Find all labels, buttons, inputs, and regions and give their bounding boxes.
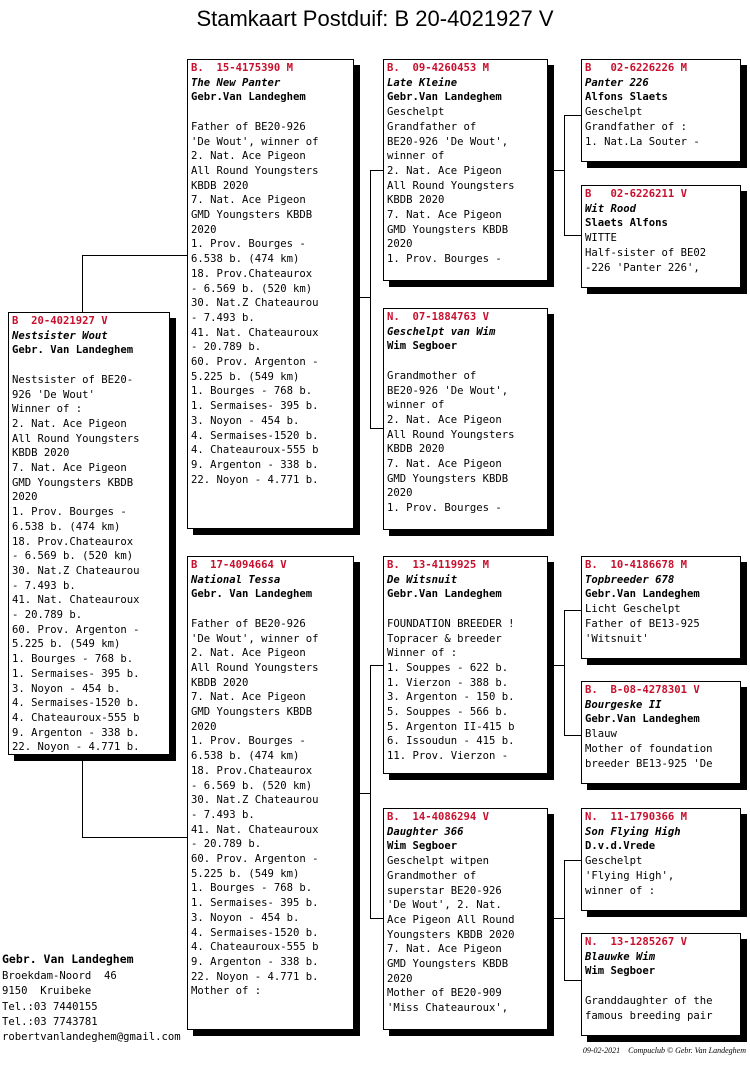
ring-number: B. 14-4086294 V bbox=[387, 811, 490, 823]
pedigree-line: 30. Nat.Z Chateaurou bbox=[12, 564, 140, 577]
pedigree-line: Grandmother of bbox=[387, 869, 477, 882]
pedigree-line: Ace Pigeon All Round bbox=[387, 913, 515, 926]
breeder-info bbox=[2, 950, 181, 1045]
ring-number: B 20-4021927 V bbox=[12, 315, 108, 327]
pedigree-line: GMD Youngsters KBDB bbox=[12, 476, 134, 489]
pedigree-line: Geschelpt bbox=[585, 855, 643, 868]
pigeon-owner: Slaets Alfons bbox=[585, 217, 668, 230]
pedigree-line: 7. Nat. Ace Pigeon bbox=[191, 194, 306, 207]
pedigree-line: Nestsister of BE20- bbox=[12, 373, 134, 386]
page-title: Stamkaart Postduif: B 20-4021927 V bbox=[196, 6, 554, 31]
connector-line bbox=[564, 980, 581, 981]
breeder-city: 9150 Kruibeke bbox=[2, 985, 92, 998]
pigeon-name: Blauwke Wim bbox=[585, 950, 656, 963]
pigeon-card-mother bbox=[187, 556, 354, 1030]
pedigree-line: 'De Wout', winner of bbox=[191, 632, 319, 645]
pedigree-line: - 7.493 b. bbox=[12, 579, 76, 592]
pigeon-card-maternal-grandfather bbox=[383, 556, 548, 774]
pedigree-line: 7. Nat. Ace Pigeon bbox=[387, 943, 502, 956]
breeder-phone: Tel.:03 7743781 bbox=[2, 1015, 98, 1028]
pedigree-line bbox=[191, 602, 350, 617]
ring-number: N. 11-1790366 M bbox=[585, 811, 688, 823]
pedigree-line bbox=[585, 979, 737, 994]
connector-line bbox=[548, 665, 564, 666]
pigeon-card-ff-mother bbox=[581, 185, 741, 288]
pedigree-line: famous breeding pair bbox=[585, 1009, 713, 1022]
pigeon-name: De Witsnuit bbox=[387, 573, 458, 586]
pedigree-line: Father of BE20-926 bbox=[191, 617, 306, 630]
pedigree-line: 1. Sermaises- 395 b. bbox=[12, 667, 140, 680]
pigeon-card-mm-father bbox=[581, 808, 741, 911]
pedigree-line: 18. Prov.Chateaurox bbox=[12, 535, 134, 548]
pedigree-line: breeder BE13-925 'De bbox=[585, 757, 713, 770]
pedigree-line: BE20-926 'De Wout', bbox=[387, 135, 509, 148]
ring-number: B. B-08-4278301 V bbox=[585, 684, 700, 696]
pedigree-line: GMD Youngsters KBDB bbox=[387, 958, 509, 971]
pedigree-line: 22. Noyon - 4.771 b. bbox=[191, 970, 319, 983]
pedigree-line: Father of BE13-925 bbox=[585, 617, 700, 630]
pedigree-line: KBDB 2020 bbox=[191, 676, 249, 689]
ring-number: B. 13-4119925 M bbox=[387, 559, 490, 571]
pedigree-line: GMD Youngsters KBDB bbox=[387, 223, 509, 236]
ring-number: B. 10-4186678 M bbox=[585, 559, 688, 571]
pedigree-line: All Round Youngsters bbox=[191, 661, 319, 674]
ring-number: B 17-4094664 V bbox=[191, 559, 287, 571]
pigeon-owner: Alfons Slaets bbox=[585, 91, 668, 104]
pedigree-line: 1. Bourges - 768 b. bbox=[191, 385, 313, 398]
pedigree-line: 'Flying High', bbox=[585, 869, 675, 882]
pedigree-line: 2020 bbox=[191, 720, 217, 733]
pigeon-owner: Wim Segboer bbox=[387, 840, 458, 853]
pedigree-line: 9. Argenton - 338 b. bbox=[191, 458, 319, 471]
pigeon-name: Nestsister Wout bbox=[12, 329, 108, 342]
pedigree-line: KBDB 2020 bbox=[387, 194, 445, 207]
pedigree-line: 5.225 b. (549 km) bbox=[12, 638, 121, 651]
pedigree-line: 7. Nat. Ace Pigeon bbox=[387, 458, 502, 471]
pedigree-line: 1. Prov. Bourges - bbox=[387, 502, 502, 515]
pedigree-line: winner of bbox=[387, 150, 445, 163]
pedigree-line: 3. Noyon - 454 b. bbox=[191, 414, 300, 427]
pigeon-owner: Gebr.Van Landeghem bbox=[191, 91, 306, 104]
pedigree-line: 7. Nat. Ace Pigeon bbox=[387, 209, 502, 222]
pedigree-line: 60. Prov. Argenton - bbox=[191, 853, 319, 866]
pedigree-line: 3. Noyon - 454 b. bbox=[191, 911, 300, 924]
pedigree-line: - 20.789 b. bbox=[191, 341, 262, 354]
pigeon-name: Wit Rood bbox=[585, 202, 637, 215]
pedigree-line: - 6.569 b. (520 km) bbox=[191, 779, 313, 792]
pedigree-line: 6.538 b. (474 km) bbox=[191, 750, 300, 763]
pedigree-line: 1. Souppes - 622 b. bbox=[387, 661, 509, 674]
connector-line bbox=[548, 170, 564, 171]
pedigree-line: 60. Prov. Argenton - bbox=[12, 623, 140, 636]
connector-line bbox=[82, 755, 83, 837]
pedigree-line: 6.538 b. (474 km) bbox=[191, 253, 300, 266]
pigeon-name: National Tessa bbox=[191, 573, 281, 586]
pigeon-card-paternal-grandfather bbox=[383, 59, 548, 281]
pedigree-line: Winner of : bbox=[387, 647, 458, 660]
pedigree-line: 2020 bbox=[387, 487, 413, 500]
pedigree-line: 2020 bbox=[387, 972, 413, 985]
ring-number: B. 09-4260453 M bbox=[387, 62, 490, 74]
pedigree-line: 1. Vierzon - 388 b. bbox=[387, 676, 509, 689]
pedigree-line: Mother of BE20-909 bbox=[387, 987, 502, 1000]
connector-line bbox=[564, 610, 565, 735]
pedigree-line: GMD Youngsters KBDB bbox=[191, 706, 313, 719]
pigeon-owner: Gebr.Van Landeghem bbox=[585, 588, 700, 601]
connector-line bbox=[354, 793, 370, 794]
pedigree-line: WITTE bbox=[585, 232, 617, 245]
pigeon-owner: Wim Segboer bbox=[585, 965, 656, 978]
connector-line bbox=[564, 115, 565, 235]
connector-line bbox=[564, 860, 581, 861]
pedigree-line: 6.538 b. (474 km) bbox=[12, 520, 121, 533]
connector-line bbox=[564, 610, 581, 611]
pedigree-line: - 6.569 b. (520 km) bbox=[191, 282, 313, 295]
pedigree-line: 5. Argenton II-415 b bbox=[387, 720, 515, 733]
pedigree-line: 3. Argenton - 150 b. bbox=[387, 691, 515, 704]
pedigree-line: Granddaughter of the bbox=[585, 994, 713, 1007]
pedigree-line: 1. Sermaises- 395 b. bbox=[191, 897, 319, 910]
pedigree-line: - 6.569 b. (520 km) bbox=[12, 550, 134, 563]
pedigree-line: 1. Prov. Bourges - bbox=[387, 253, 502, 266]
pedigree-line: - 7.493 b. bbox=[191, 808, 255, 821]
pedigree-line: - 20.789 b. bbox=[191, 838, 262, 851]
pedigree-line: 1. Prov. Bourges - bbox=[12, 506, 127, 519]
pigeon-owner: D.v.d.Vrede bbox=[585, 840, 656, 853]
pedigree-line: FOUNDATION BREEDER ! bbox=[387, 617, 515, 630]
pedigree-line: 2020 bbox=[387, 238, 413, 251]
connector-line bbox=[370, 665, 371, 918]
pedigree-line: 4. Sermaises-1520 b. bbox=[191, 429, 319, 442]
pigeon-name: Topbreeder 678 bbox=[585, 573, 675, 586]
pigeon-card-paternal-grandmother bbox=[383, 308, 548, 530]
pedigree-line: superstar BE20-926 bbox=[387, 884, 502, 897]
pedigree-line: Geschelpt witpen bbox=[387, 855, 490, 868]
connector-line bbox=[548, 918, 564, 919]
pedigree-line: 18. Prov.Chateaurox bbox=[191, 764, 313, 777]
pedigree-line: 2020 bbox=[12, 491, 38, 504]
pedigree-line: Winner of : bbox=[12, 403, 83, 416]
pedigree-line: Geschelpt bbox=[387, 106, 445, 119]
pedigree-line: All Round Youngsters bbox=[387, 179, 515, 192]
pigeon-card-mf-father bbox=[581, 556, 741, 659]
pedigree-line: All Round Youngsters bbox=[387, 428, 515, 441]
pigeon-name: Son Flying High bbox=[585, 825, 681, 838]
pedigree-line: 9. Argenton - 338 b. bbox=[191, 955, 319, 968]
pedigree-line: Grandfather of : bbox=[585, 120, 688, 133]
pedigree-line: All Round Youngsters bbox=[191, 164, 319, 177]
pigeon-owner: Gebr.Van Landeghem bbox=[585, 713, 700, 726]
pedigree-line: - 7.493 b. bbox=[191, 311, 255, 324]
pedigree-line: 5. Souppes - 566 b. bbox=[387, 706, 509, 719]
pedigree-line: 2. Nat. Ace Pigeon bbox=[191, 150, 306, 163]
pedigree-line: 926 'De Wout' bbox=[12, 388, 95, 401]
pedigree-line: Half-sister of BE02 bbox=[585, 246, 707, 259]
pigeon-name: Geschelpt van Wim bbox=[387, 325, 496, 338]
pigeon-card-mf-mother bbox=[581, 681, 741, 784]
pedigree-line: Mother of foundation bbox=[585, 742, 713, 755]
pedigree-line: KBDB 2020 bbox=[12, 447, 70, 460]
pigeon-name: The New Panter bbox=[191, 76, 281, 89]
pedigree-line: 4. Chateauroux-555 b bbox=[191, 941, 319, 954]
pedigree-line: winner of : bbox=[585, 884, 656, 897]
pedigree-line: Grandfather of bbox=[387, 120, 477, 133]
pedigree-line: 'De Wout', 2. Nat. bbox=[387, 899, 502, 912]
pedigree-line: 1. Bourges - 768 b. bbox=[12, 653, 134, 666]
pigeon-owner: Gebr.Van Landeghem bbox=[387, 588, 502, 601]
pigeon-name: Daughter 366 bbox=[387, 825, 464, 838]
connector-line bbox=[354, 297, 370, 298]
pedigree-line: KBDB 2020 bbox=[387, 443, 445, 456]
pedigree-line: 7. Nat. Ace Pigeon bbox=[12, 462, 127, 475]
pigeon-card-father bbox=[187, 59, 354, 529]
connector-line bbox=[370, 918, 383, 919]
pedigree-line: 1. Bourges - 768 b. bbox=[191, 882, 313, 895]
connector-line bbox=[564, 860, 565, 980]
pedigree-line: KBDB 2020 bbox=[191, 179, 249, 192]
pedigree-line: Blauw bbox=[585, 728, 617, 741]
breeder-name: Gebr. Van Landeghem bbox=[2, 952, 134, 966]
pigeon-owner: Wim Segboer bbox=[387, 340, 458, 353]
pedigree-line: 4. Chateauroux-555 b bbox=[191, 444, 319, 457]
pedigree-line: - 20.789 b. bbox=[12, 609, 83, 622]
pedigree-line: 'Witsnuit' bbox=[585, 632, 649, 645]
breeder-phone: Tel.:03 7440155 bbox=[2, 1000, 98, 1013]
pedigree-line: 5.225 b. (549 km) bbox=[191, 370, 300, 383]
ring-number: B. 15-4175390 M bbox=[191, 62, 294, 74]
pedigree-line: 41. Nat. Chateauroux bbox=[12, 594, 140, 607]
connector-line bbox=[82, 837, 187, 838]
pedigree-line bbox=[387, 354, 544, 369]
pedigree-line: 2. Nat. Ace Pigeon bbox=[387, 413, 502, 426]
pedigree-line: Mother of : bbox=[191, 985, 262, 998]
ring-number: N. 07-1884763 V bbox=[387, 311, 490, 323]
pigeon-owner: Gebr.Van Landeghem bbox=[387, 91, 502, 104]
pigeon-name: Panter 226 bbox=[585, 76, 649, 89]
pigeon-card-ff-father bbox=[581, 59, 741, 162]
connector-line bbox=[370, 428, 383, 429]
pedigree-line: 60. Prov. Argenton - bbox=[191, 356, 319, 369]
ring-number: B 02-6226211 V bbox=[585, 188, 688, 200]
pedigree-line: 41. Nat. Chateauroux bbox=[191, 326, 319, 339]
pedigree-line: 4. Sermaises-1520 b. bbox=[191, 926, 319, 939]
pedigree-line: 11. Prov. Vierzon - bbox=[387, 750, 509, 763]
pigeon-owner: Gebr. Van Landeghem bbox=[191, 588, 313, 601]
connector-line bbox=[564, 235, 581, 236]
pedigree-line: 6. Issoudun - 415 b. bbox=[387, 735, 515, 748]
pedigree-line: 'Miss Chateauroux', bbox=[387, 1002, 509, 1015]
pigeon-card-mm-mother bbox=[581, 933, 741, 1036]
pedigree-line: Father of BE20-926 bbox=[191, 120, 306, 133]
pedigree-line: 4. Sermaises-1520 b. bbox=[12, 697, 140, 710]
pedigree-line: 5.225 b. (549 km) bbox=[191, 867, 300, 880]
pedigree-line: 1. Prov. Bourges - bbox=[191, 238, 306, 251]
footer-copyright: 09-02-2021 Compuclub © Gebr. Van Landeghem bbox=[582, 1046, 746, 1055]
pedigree-line: 22. Noyon - 4.771 b. bbox=[191, 473, 319, 486]
pedigree-line bbox=[191, 105, 350, 120]
pedigree-line: BE20-926 'De Wout', bbox=[387, 384, 509, 397]
pedigree-line: Licht Geschelpt bbox=[585, 603, 681, 616]
pedigree-line: GMD Youngsters KBDB bbox=[191, 209, 313, 222]
connector-line bbox=[82, 255, 83, 312]
pedigree-line: Topracer & breeder bbox=[387, 632, 502, 645]
pigeon-card-subject bbox=[8, 312, 170, 755]
pedigree-line: 3. Noyon - 454 b. bbox=[12, 682, 121, 695]
pedigree-line: -226 'Panter 226', bbox=[585, 261, 700, 274]
pedigree-line: 1. Nat.La Souter - bbox=[585, 135, 700, 148]
pedigree-line: GMD Youngsters KBDB bbox=[387, 472, 509, 485]
pigeon-owner: Gebr. Van Landeghem bbox=[12, 344, 134, 357]
pedigree-line: 30. Nat.Z Chateaurou bbox=[191, 297, 319, 310]
pedigree-line: 2. Nat. Ace Pigeon bbox=[191, 647, 306, 660]
pedigree-line: 41. Nat. Chateauroux bbox=[191, 823, 319, 836]
pedigree-line: 18. Prov.Chateaurox bbox=[191, 267, 313, 280]
pigeon-name: Bourgeske II bbox=[585, 698, 662, 711]
pedigree-line: Grandmother of bbox=[387, 369, 477, 382]
breeder-address: Broekdam-Noord 46 bbox=[2, 970, 117, 982]
pedigree-line: 1. Prov. Bourges - bbox=[191, 735, 306, 748]
pedigree-line: 2. Nat. Ace Pigeon bbox=[12, 417, 127, 430]
pedigree-line: All Round Youngsters bbox=[12, 432, 140, 445]
pedigree-line: Youngsters KBDB 2020 bbox=[387, 928, 515, 941]
pedigree-line: 2020 bbox=[191, 223, 217, 236]
ring-number: N. 13-1285267 V bbox=[585, 936, 688, 948]
pedigree-line: winner of bbox=[387, 399, 445, 412]
pedigree-line: 1. Sermaises- 395 b. bbox=[191, 400, 319, 413]
pedigree-line: 4. Chateauroux-555 b bbox=[12, 711, 140, 724]
pedigree-line: 2. Nat. Ace Pigeon bbox=[387, 164, 502, 177]
pedigree-line: 30. Nat.Z Chateaurou bbox=[191, 794, 319, 807]
pedigree-line: 7. Nat. Ace Pigeon bbox=[191, 691, 306, 704]
connector-line bbox=[82, 255, 187, 256]
connector-line bbox=[564, 735, 581, 736]
connector-line bbox=[564, 115, 581, 116]
pigeon-card-maternal-grandmother bbox=[383, 808, 548, 1030]
connector-line bbox=[370, 170, 383, 171]
breeder-email: robertvanlandeghem@gmail.com bbox=[2, 1031, 181, 1044]
pigeon-name: Late Kleine bbox=[387, 76, 458, 89]
connector-line bbox=[370, 170, 371, 428]
pedigree-line: 9. Argenton - 338 b. bbox=[12, 726, 140, 739]
pedigree-line bbox=[387, 602, 544, 617]
pedigree-line: 'De Wout', winner of bbox=[191, 135, 319, 148]
pedigree-line: Geschelpt bbox=[585, 106, 643, 119]
connector-line bbox=[370, 665, 383, 666]
pedigree-line: 22. Noyon - 4.771 b. bbox=[12, 741, 140, 754]
ring-number: B 02-6226226 M bbox=[585, 62, 688, 74]
pedigree-line bbox=[12, 358, 166, 373]
